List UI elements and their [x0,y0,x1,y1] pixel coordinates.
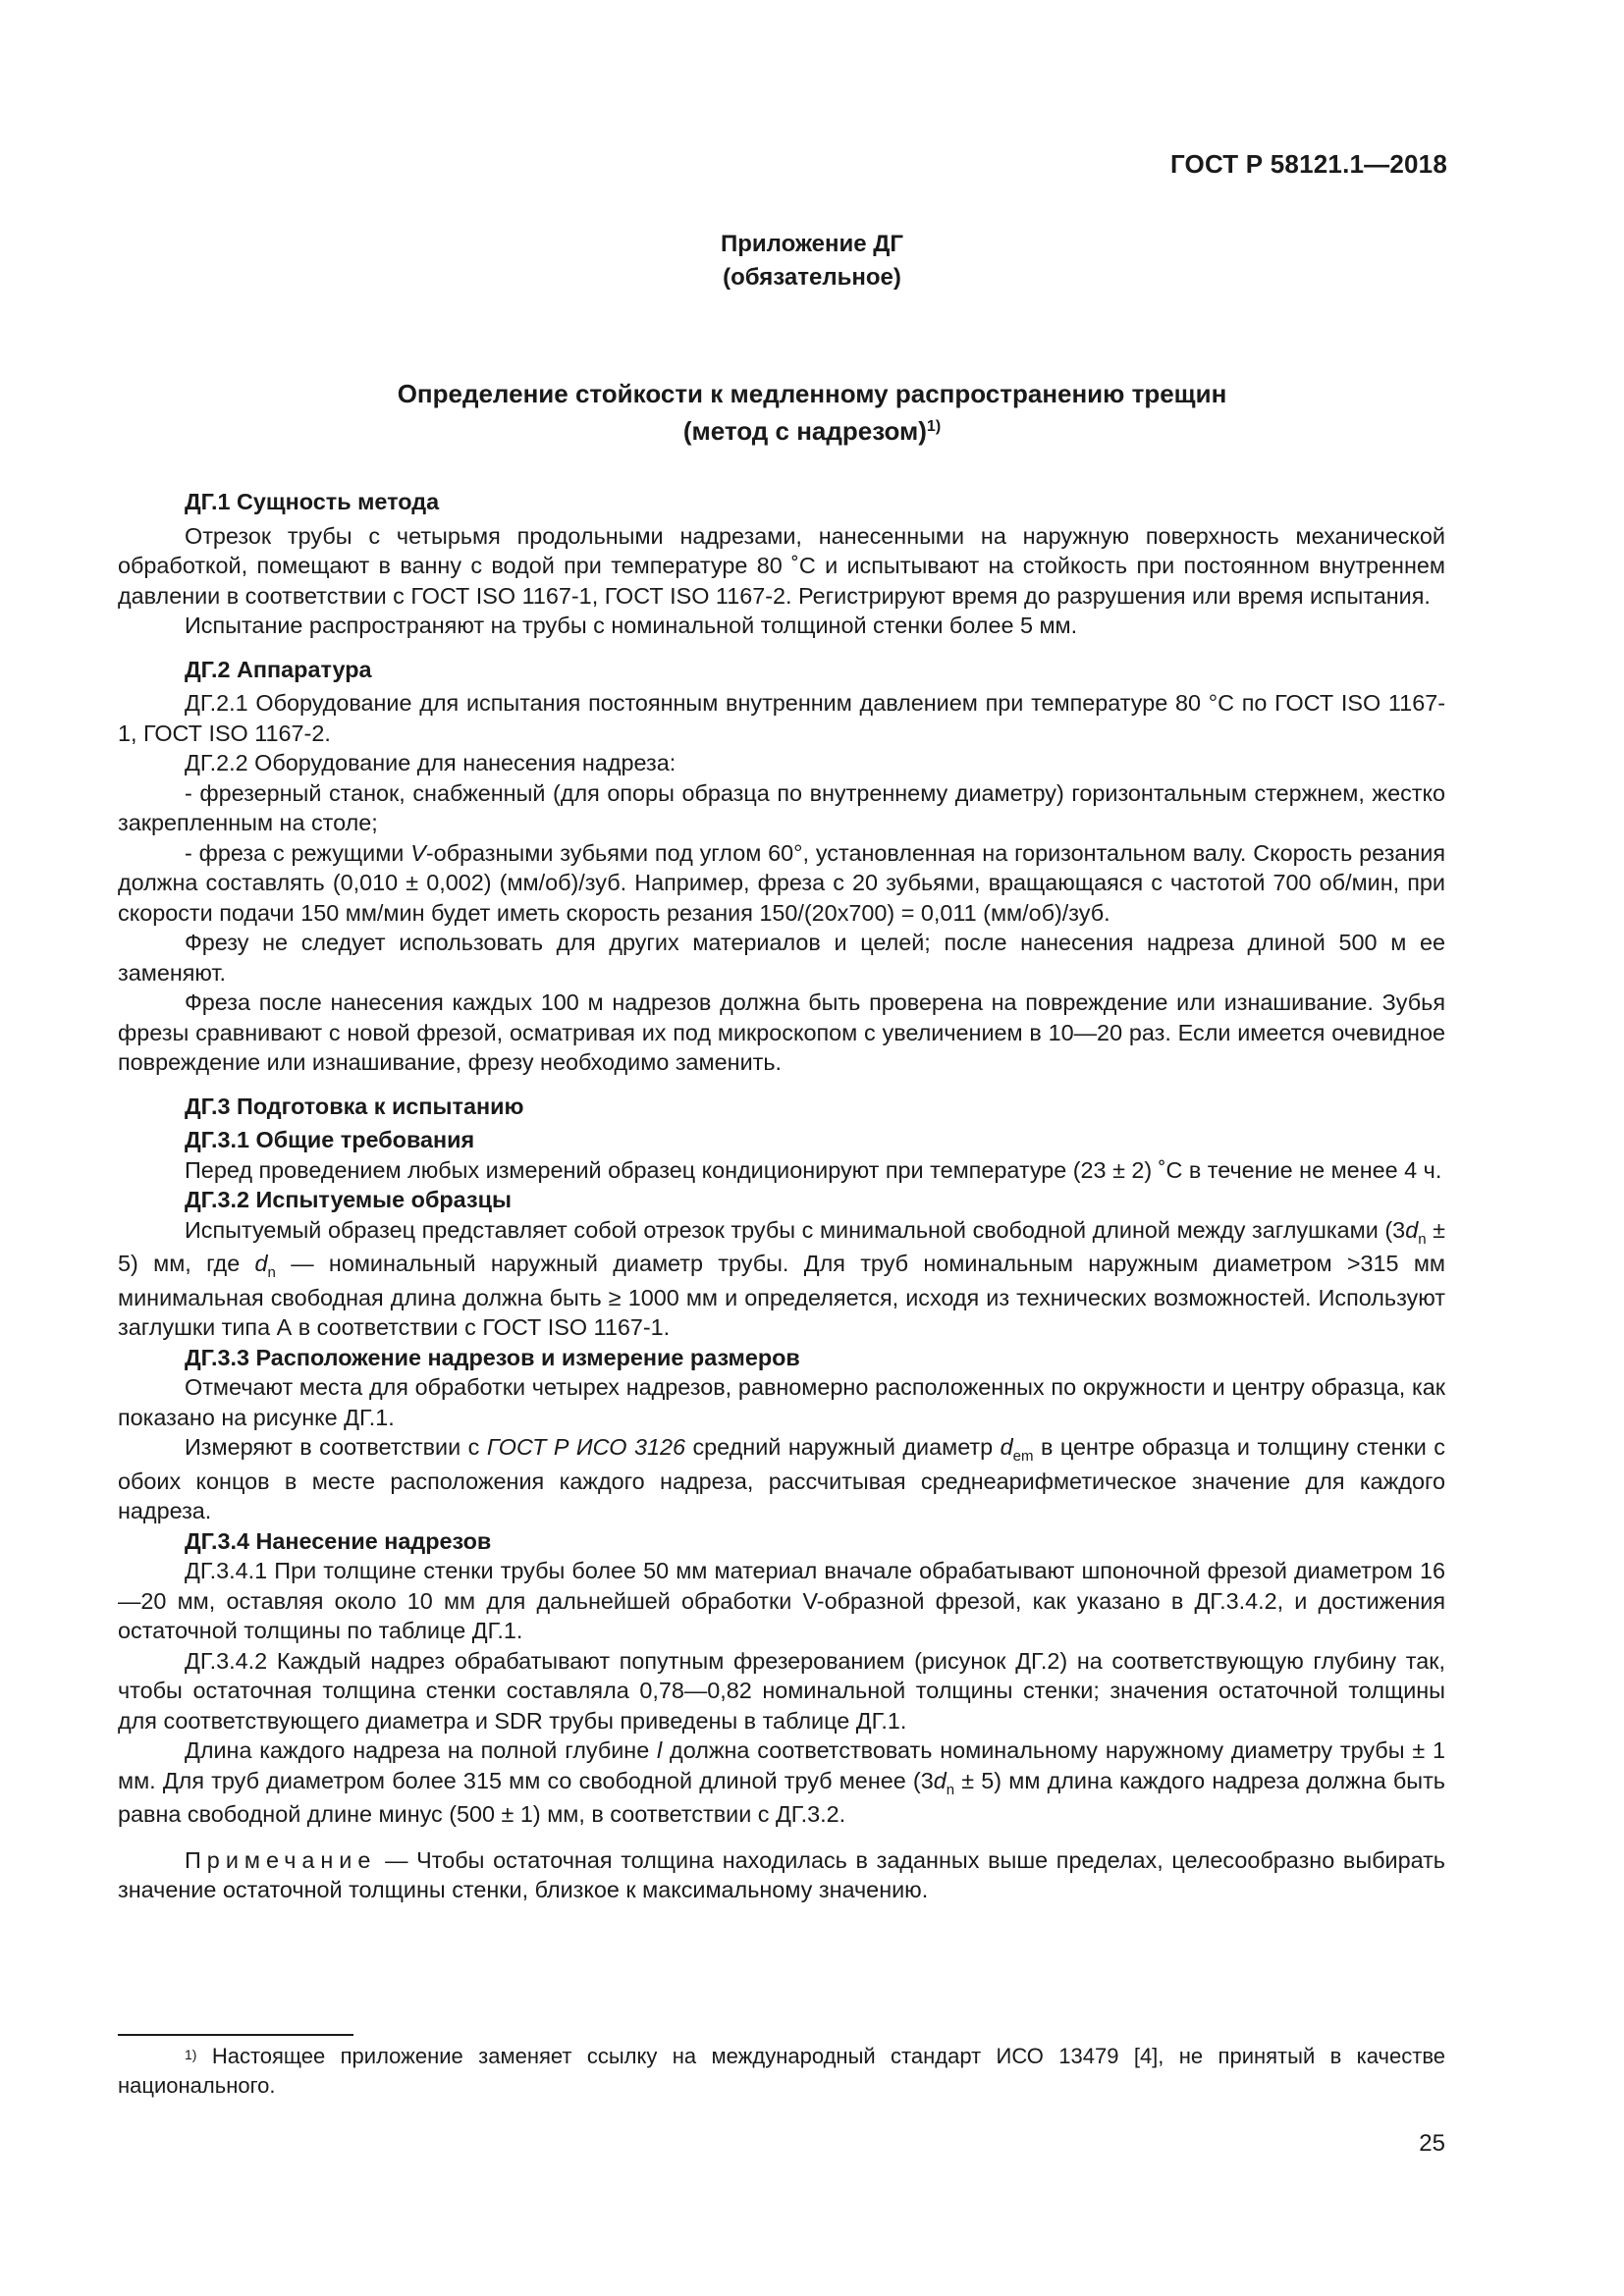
title-footnote-mark: 1) [926,418,942,435]
paragraph: Фрезу не следует использовать для других материалов и целей; после нанесения надреза длиной 500 м ее заменяют. [118,930,1445,986]
text-run: в центре образца и толщину стенки с обоих концов в месте расположения каждого надреза, рассчитывая среднеарифметическое значение для каждого надреза. [118,1434,1445,1523]
text-run: Длина каждого надреза на полной глубине [185,1737,658,1763]
text-run: Испытуемый образец представляет собой отрезок трубы с минимальной свободной длиной между заглушками (3 [185,1216,1406,1243]
annex-status: (обязательное) [723,264,901,291]
italic-symbol: l [657,1737,663,1763]
footnote-text: Настоящее приложение заменяет ссылку на международный стандарт ИСО 13479 [4], не принятый в качестве национального. [118,2044,1445,2098]
paragraph: ДГ.3.4.2 Каждый надрез обрабатывают попутным фрезерованием (рисунок ДГ.2) на соответствующую глубину так, чтобы остаточная толщина стенки составляла 0,78—0,82 номинальной толщины стенки; значения остаточной толщины для соответствующего диаметра и SDR трубы приведены в таблице ДГ.1. [118,1647,1445,1734]
subscript: n [267,1264,276,1281]
document-body [118,487,1445,1905]
subscript: em [1012,1448,1034,1465]
paragraph: Отрезок трубы с четырьмя продольными надрезами, нанесенными на наружную поверхность механической обработкой, помещают в ванну с водой при температуре 80 ˚С и испытывают на стойкость при постоянном внутреннем давлении в соответствии с ГОСТ ISO 1167-1, ГОСТ ISO 1167-2. Регистрируют время до разрушения или время испытания. [118,522,1445,609]
paragraph [118,1735,1445,1830]
title-line-1: Определение стойкости к медленному распространению трещин [397,379,1227,408]
text-run: — номинальный наружный диаметр трубы. Для труб номинальным наружным диаметром >315 мм минимальная свободная длина должна быть ≥ 1000 мм и определяется, исходя из технических возможностей. Используют заглушки типа А в соответствии с ГОСТ ISO 1167-1. [118,1251,1445,1340]
subsection-heading: ДГ.3.4 Нанесение надрезов [185,1527,492,1554]
section-heading-1: ДГ.1 Сущность метода [185,489,440,514]
italic-symbol: d [933,1767,947,1793]
footnote [118,2042,1445,2101]
paragraph: Отмечают места для обработки четырех надрезов, равномерно расположенных по окружности и центру образца, как показано на рисунке ДГ.1. [118,1374,1445,1430]
note [118,1845,1445,1905]
paragraph: ДГ.2.1 Оборудование для испытания постоянным внутренним давлением при температуре 80 °С по ГОСТ ISO 1167-1, ГОСТ ISO 1167-2. [118,690,1445,746]
italic-symbol: V [410,839,426,866]
title-line-2-text: (метод с надрезом) [682,416,927,446]
paragraph: Испытание распространяют на трубы с номинальной толщиной стенки более 5 мм. [185,613,1078,638]
section-heading-2: ДГ.2 Аппаратура [185,656,372,682]
paragraph [118,1432,1445,1526]
italic-symbol: d [1000,1434,1013,1460]
subsection-heading: ДГ.3.2 Испытуемые образцы [185,1187,512,1212]
paragraph: Фреза после нанесения каждых 100 м надрезов должна быть проверена на повреждение или изнашивание. Зубья фрезы сравнивают с новой фрезой, осматривая их под микроскопом с увеличением в 10—20 раз. Если имеется очевидное повреждение или изнашивание, фрезу необходимо заменить. [118,989,1445,1075]
text-run: ± 5) мм длина каждого надреза должна быть равна свободной длине минус (500 ± 1) мм, в соответствии с ДГ.3.2. [118,1767,1445,1827]
annex-label: Приложение ДГ [721,231,903,257]
annex-heading [0,228,1624,294]
text-run: ± 5) мм, где [118,1216,1445,1276]
subsection-heading: ДГ.3.3 Расположение надрезов и измерение размеров [185,1344,800,1370]
text-run: Измеряют в соответствии с [185,1434,487,1460]
text-run: -образными зубьями под углом 60°, установленная на горизонтальном валу. Скорость резания должна составлять (0,010 ± 0,002) (мм/об)/зуб. Например, фреза с 20 зубьями, вращающаяся с частотой 700 об/мин, при скорости подачи 150 мм/мин будет иметь скорость резания 150/(20х700) = 0,011 (мм/об)/зуб. [118,839,1445,926]
standard-code: ГОСТ Р 58121.1—2018 [1169,149,1447,179]
page-number: 25 [1419,2130,1445,2157]
italic-symbol: d [254,1251,268,1276]
page-title [0,375,1624,450]
subscript: n [1418,1230,1427,1248]
paragraph: ДГ.2.2 Оборудование для нанесения надреза: [185,750,677,775]
subsection-heading: ДГ.3.1 Общие требования [185,1127,475,1152]
text-run: - фреза с режущими [185,839,411,866]
list-item [118,838,1445,929]
subscript: n [946,1781,955,1798]
section-heading-3: ДГ.3 Подготовка к испытанию [185,1093,524,1119]
paragraph [118,1215,1445,1343]
italic-symbol: d [1405,1216,1419,1243]
text-run: должна соответствовать номинальному наружному диаметру трубы ± 1 мм. Для труб диаметром более 315 мм со свободной длиной труб менее (3 [118,1737,1445,1793]
title-line-2 [0,412,1624,450]
standard-reference: ГОСТ Р ИСО 3126 [486,1434,685,1460]
text-run: средний наружный диаметр [684,1434,1001,1460]
note-text: — Чтобы остаточная толщина находилась в заданных выше пределах, целесообразно выбирать значение остаточной толщины стенки, близкое к максимальному значению. [118,1846,1445,1902]
paragraph: ДГ.3.4.1 При толщине стенки трубы более 50 мм материал вначале обрабатывают шпоночной фрезой диаметром 16—20 мм, оставляя около 10 мм для дальнейшей обработки V-образной фрезой, как указано в ДГ.3.4.2, и достижения остаточной толщины по таблице ДГ.1. [118,1558,1445,1643]
note-label: Примечание [185,1846,377,1873]
footnote-mark: 1) [185,2047,197,2062]
list-item: - фрезерный станок, снабженный (для опоры образца по внутреннему диаметру) горизонтальным стержнем, жестко закрепленным на столе; [118,779,1445,835]
footnote-divider [118,2034,353,2036]
paragraph: Перед проведением любых измерений образец кондиционируют при температуре (23 ± 2) ˚С в течение не менее 4 ч. [185,1156,1442,1183]
